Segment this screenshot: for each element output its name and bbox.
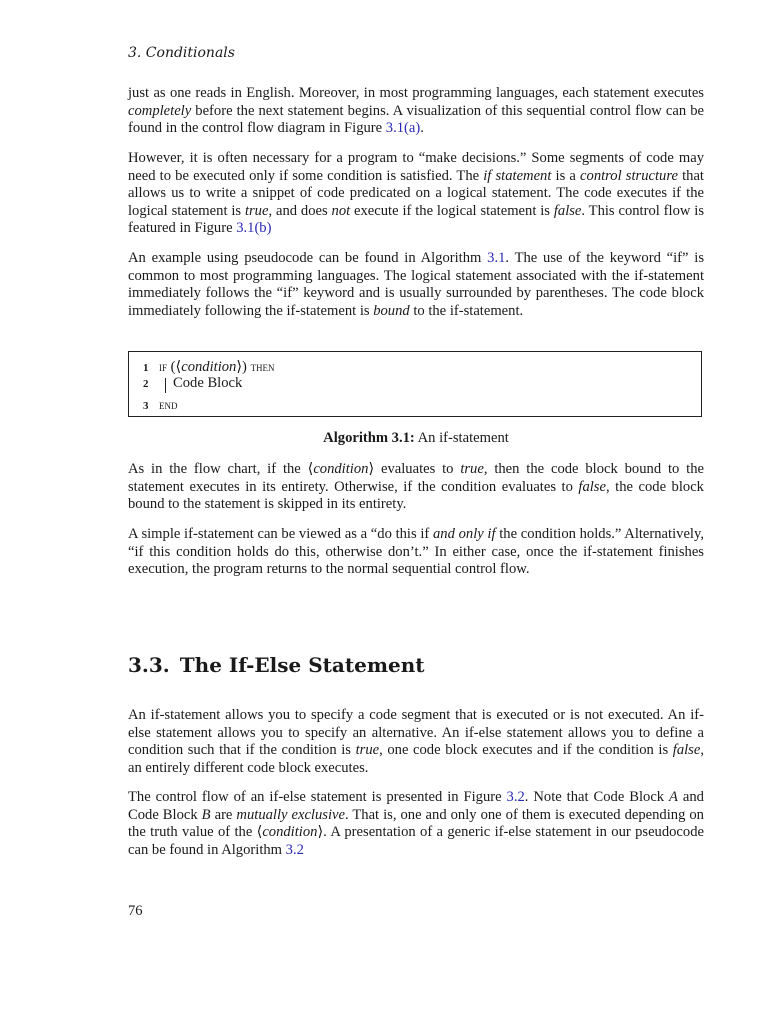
text-run: As in the flow chart, if the ⟨ — [128, 461, 314, 477]
running-head: 3. Conditionals — [128, 45, 235, 61]
emphasis-text: completely — [128, 102, 192, 119]
emphasis-text: condition — [313, 461, 369, 477]
cross-reference-link[interactable]: 3.2 — [285, 841, 304, 858]
paragraph-do-this-if — [128, 526, 704, 579]
line-number: 3 — [143, 400, 149, 412]
emphasis-text: control structure — [580, 167, 678, 184]
text-run: the condition holds.” Alternatively, “if this condition holds do this, otherwise don’t.” In either case, once the if-statement finishes execution, the program returns to the normal sequential control flow. — [128, 526, 704, 578]
text-run: that allows us to write a snippet of code predicated on a logical statement. The code executes if the logical statement is — [128, 167, 704, 219]
text-run: . That is, one and only one of them is executed depending on the truth value of the ⟨ — [128, 806, 704, 841]
emphasis-text: true — [355, 742, 380, 759]
block-indent-bar — [165, 378, 166, 393]
paragraph-flow-chart — [128, 461, 704, 514]
algorithm-line-3 — [143, 396, 178, 415]
caption-text: An if-statement — [414, 430, 509, 446]
text-run: . This control flow is featured in Figure — [128, 202, 704, 237]
text-run: An example using pseudocode can be found in Algorithm — [128, 250, 488, 266]
text-run: before the next statement begins. A visualization of this sequential control flow can be found in the control flow diagram in Figure — [128, 102, 704, 137]
condition-text: condition — [181, 359, 237, 375]
text-run: to the if-statement. — [409, 302, 524, 319]
emphasis-text: false — [672, 742, 701, 759]
paragraph-if-else-intro — [128, 707, 704, 777]
code-block-text: Code Block — [173, 375, 243, 391]
text-run: execute if the logical statement is — [350, 202, 554, 219]
algorithm-box — [128, 351, 702, 417]
emphasis-text: false — [553, 202, 582, 219]
text-run: , one code block executes and if the condition is — [379, 742, 673, 759]
text-run: and Code Block — [128, 789, 704, 823]
emphasis-text: if statement — [483, 167, 552, 184]
keyword-then: then — [250, 359, 275, 374]
paragraph-if-else-control-flow — [128, 789, 704, 859]
caption-label: Algorithm 3.1: — [323, 430, 415, 446]
emphasis-text: mutually exclusive — [236, 806, 345, 823]
text-run: , and does — [268, 202, 332, 219]
keyword-if: if — [159, 359, 168, 374]
emphasis-text: B — [201, 806, 211, 823]
text-run: An if-statement allows you to specify a code segment that is executed or is not executed. An if-else statement allows you to specify an alternative. An if-else statement allows you to define a condition such that if the condition is — [128, 707, 704, 759]
line-number: 1 — [143, 362, 149, 374]
section-heading — [128, 653, 424, 677]
emphasis-text: and only if — [433, 526, 496, 542]
paren-close: ⟩) — [236, 359, 251, 375]
text-run: . The use of the keyword “if” is common to most programming languages. The logical statement associated with the if-statement immediately follows the “if” keyword and is usually surrounded by parentheses. The code block immediately following the if-statement is — [128, 250, 705, 319]
emphasis-text: true — [460, 461, 484, 477]
text-run: , then the code block bound to the statement executes in its entirety. Otherwise, if the condition evaluates to — [128, 461, 704, 495]
text-run: ⟩ evaluates to — [368, 461, 461, 477]
text-run: A simple if-statement can be viewed as a “do this if — [128, 526, 433, 542]
paragraph-pseudocode-example — [128, 250, 704, 320]
algorithm-caption — [128, 430, 704, 447]
section-number: 3.3. — [128, 653, 170, 677]
cross-reference-link[interactable]: 3.1(a) — [385, 120, 421, 137]
text-run: ⟩. A presentation of a generic if-else statement in our pseudocode can be found in Algorithm — [128, 824, 704, 858]
page-number: 76 — [128, 903, 143, 919]
emphasis-text: false — [578, 478, 606, 495]
text-run: The control flow of an if-else statement is presented in Figure — [128, 789, 507, 805]
text-run: just as one reads in English. Moreover, in most programming languages, each statement executes — [128, 85, 704, 101]
line-number: 2 — [143, 378, 149, 390]
emphasis-text: true — [244, 202, 269, 219]
text-run: are — [210, 806, 237, 823]
section-title: The If-Else Statement — [179, 653, 425, 677]
emphasis-text: condition — [262, 824, 318, 841]
text-run: is a — [551, 167, 581, 184]
text-run: . Note that Code Block — [524, 789, 670, 805]
text-run: . — [420, 120, 424, 137]
text-run: , the code block bound to the statement is skipped in its entirety. — [128, 478, 704, 513]
cross-reference-link[interactable]: 3.1(b) — [236, 220, 272, 237]
emphasis-text: A — [669, 789, 678, 805]
paren-open: (⟨ — [167, 359, 182, 375]
algorithm-line-2 — [143, 375, 242, 393]
emphasis-text: not — [331, 202, 351, 219]
keyword-end: end — [159, 397, 178, 412]
cross-reference-link[interactable]: 3.1 — [487, 250, 506, 266]
emphasis-text: bound — [373, 302, 410, 319]
paragraph-make-decisions — [128, 150, 704, 238]
paragraph-sequential-flow — [128, 85, 704, 138]
cross-reference-link[interactable]: 3.2 — [506, 789, 525, 805]
text-run: However, it is often necessary for a program to “make decisions.” Some segments of code may need to be executed only if some condition is satisfied. The — [128, 150, 704, 184]
text-run: , an entirely different code block executes. — [128, 742, 704, 776]
